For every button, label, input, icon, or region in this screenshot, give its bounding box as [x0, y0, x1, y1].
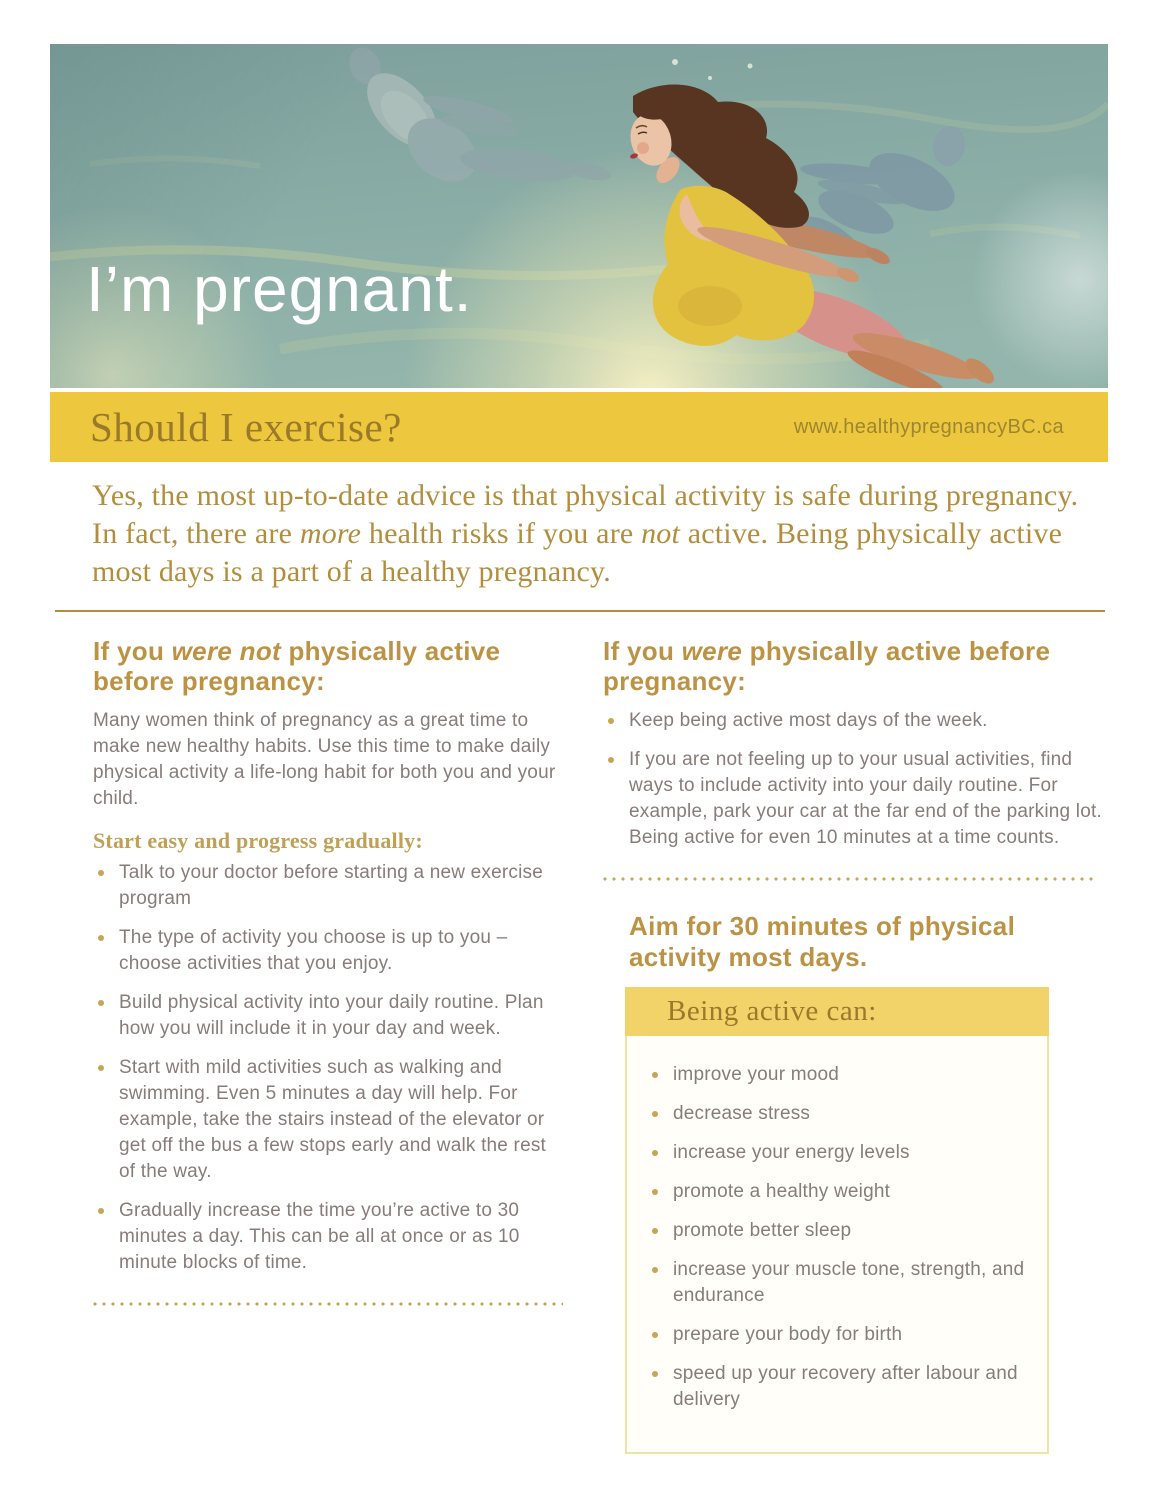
- being-active-box: [625, 987, 1049, 1454]
- heading-emphasis: were not: [171, 636, 281, 666]
- heading-text: physically active before pregnancy:: [603, 636, 1051, 696]
- being-active-box-body: [627, 1036, 1047, 1452]
- bullet-text: promote better sleep: [673, 1220, 852, 1241]
- bullet-text: decrease stress: [673, 1103, 811, 1124]
- bullet-text: If you are not feeling up to your usual activities, find ways to include activity into your daily routine. For example, park your car at the far end of the parking lot. Being active for even 10 minutes at a time counts.: [629, 749, 1102, 848]
- list-item: [93, 990, 565, 1042]
- bullet-dot-icon: [652, 1111, 658, 1117]
- dotted-divider: [603, 877, 1095, 881]
- being-active-bullet-list: [647, 1062, 1033, 1413]
- bullet-text: improve your mood: [673, 1064, 840, 1085]
- right-bullet-list: [603, 708, 1108, 851]
- intro-emphasis: more: [299, 517, 362, 550]
- hero-caption: I’m pregnant.: [86, 253, 473, 325]
- heading-text: If you: [603, 636, 682, 666]
- bullet-dot-icon: [98, 1000, 104, 1006]
- bullet-dot-icon: [652, 1267, 658, 1273]
- list-item: [647, 1322, 1033, 1348]
- left-bullet-list: [93, 860, 565, 1276]
- list-item: [647, 1140, 1033, 1166]
- aim-heading: Aim for 30 minutes of physical activity most days.: [629, 911, 1016, 972]
- bullet-text: The type of activity you choose is up to you – choose activities that you enjoy.: [119, 927, 508, 974]
- bullet-dot-icon: [652, 1371, 658, 1377]
- list-item: [647, 1179, 1033, 1205]
- heading-text: physically active before pregnancy:: [93, 636, 501, 696]
- bullet-text: Start with mild activities such as walking and swimming. Even 5 minutes a day will help. For example, take the stairs instead of the elevator or get off the bus a few stops early and walk the rest of the way.: [119, 1057, 547, 1182]
- left-column-paragraph: Many women think of pregnancy as a great time to make new healthy habits. Use this time to make daily physical activity a life-long habit for both you and your child.: [93, 710, 556, 809]
- intro-emphasis: not: [641, 517, 681, 550]
- website-link[interactable]: www.healthypregnancyBC.ca: [793, 415, 1064, 438]
- right-column: [603, 636, 1108, 1454]
- list-item: [93, 1055, 565, 1185]
- bullet-text: Gradually increase the time you’re active to 30 minutes a day. This can be all at once or as 10 minute blocks of time.: [119, 1200, 520, 1273]
- heading-emphasis: were: [681, 636, 743, 666]
- dotted-divider: [93, 1302, 563, 1306]
- bullet-text: Build physical activity into your daily routine. Plan how you will include it in your day and week.: [119, 992, 544, 1039]
- intro-text: active. Being physically active most days is a part of a healthy pregnancy.: [92, 517, 1063, 588]
- bullet-text: speed up your recovery after labour and delivery: [673, 1363, 1018, 1410]
- list-item: [603, 747, 1108, 851]
- bullet-dot-icon: [652, 1072, 658, 1078]
- intro-text: Yes, the most up-to-date advice is that physical activity is safe during pregnancy. In fact, there are: [92, 479, 1079, 550]
- bullet-text: increase your muscle tone, strength, and endurance: [673, 1259, 1025, 1306]
- bullet-dot-icon: [652, 1189, 658, 1195]
- bullet-text: Keep being active most days of the week.: [629, 710, 988, 731]
- list-item: [647, 1361, 1033, 1413]
- left-column: [93, 636, 565, 1306]
- list-item: [647, 1062, 1033, 1088]
- list-item: [93, 925, 565, 977]
- list-item: [93, 860, 565, 912]
- bullet-dot-icon: [652, 1332, 658, 1338]
- list-item: [603, 708, 1108, 734]
- divider-line: [55, 610, 1105, 612]
- left-column-subheading: Start easy and progress gradually:: [93, 828, 423, 853]
- bullet-dot-icon: [98, 935, 104, 941]
- bullet-dot-icon: [608, 718, 614, 724]
- bullet-dot-icon: [652, 1150, 658, 1156]
- bullet-dot-icon: [98, 870, 104, 876]
- bullet-dot-icon: [98, 1065, 104, 1071]
- bullet-text: increase your energy levels: [673, 1142, 910, 1163]
- bullet-dot-icon: [652, 1228, 658, 1234]
- bullet-text: Talk to your doctor before starting a new exercise program: [119, 862, 543, 909]
- being-active-box-header: [625, 987, 1049, 1036]
- heading-text: If you: [93, 636, 172, 666]
- bullet-dot-icon: [608, 757, 614, 763]
- bullet-text: promote a healthy weight: [673, 1181, 891, 1202]
- list-item: [647, 1257, 1033, 1309]
- page-title: Should I exercise?: [90, 403, 402, 450]
- list-item: [93, 1198, 565, 1276]
- left-column-heading: [93, 636, 565, 696]
- hero-image: [50, 44, 1108, 388]
- being-active-box-title: Being active can:: [667, 995, 877, 1027]
- title-banner: [50, 392, 1108, 462]
- intro-text: health risks if you are: [361, 517, 642, 550]
- right-column-heading: [603, 636, 1108, 696]
- hero-illustration: [50, 44, 1108, 388]
- intro-paragraph: [92, 477, 1094, 591]
- bullet-dot-icon: [98, 1208, 104, 1214]
- list-item: [647, 1101, 1033, 1127]
- bullet-text: prepare your body for birth: [673, 1324, 903, 1345]
- list-item: [647, 1218, 1033, 1244]
